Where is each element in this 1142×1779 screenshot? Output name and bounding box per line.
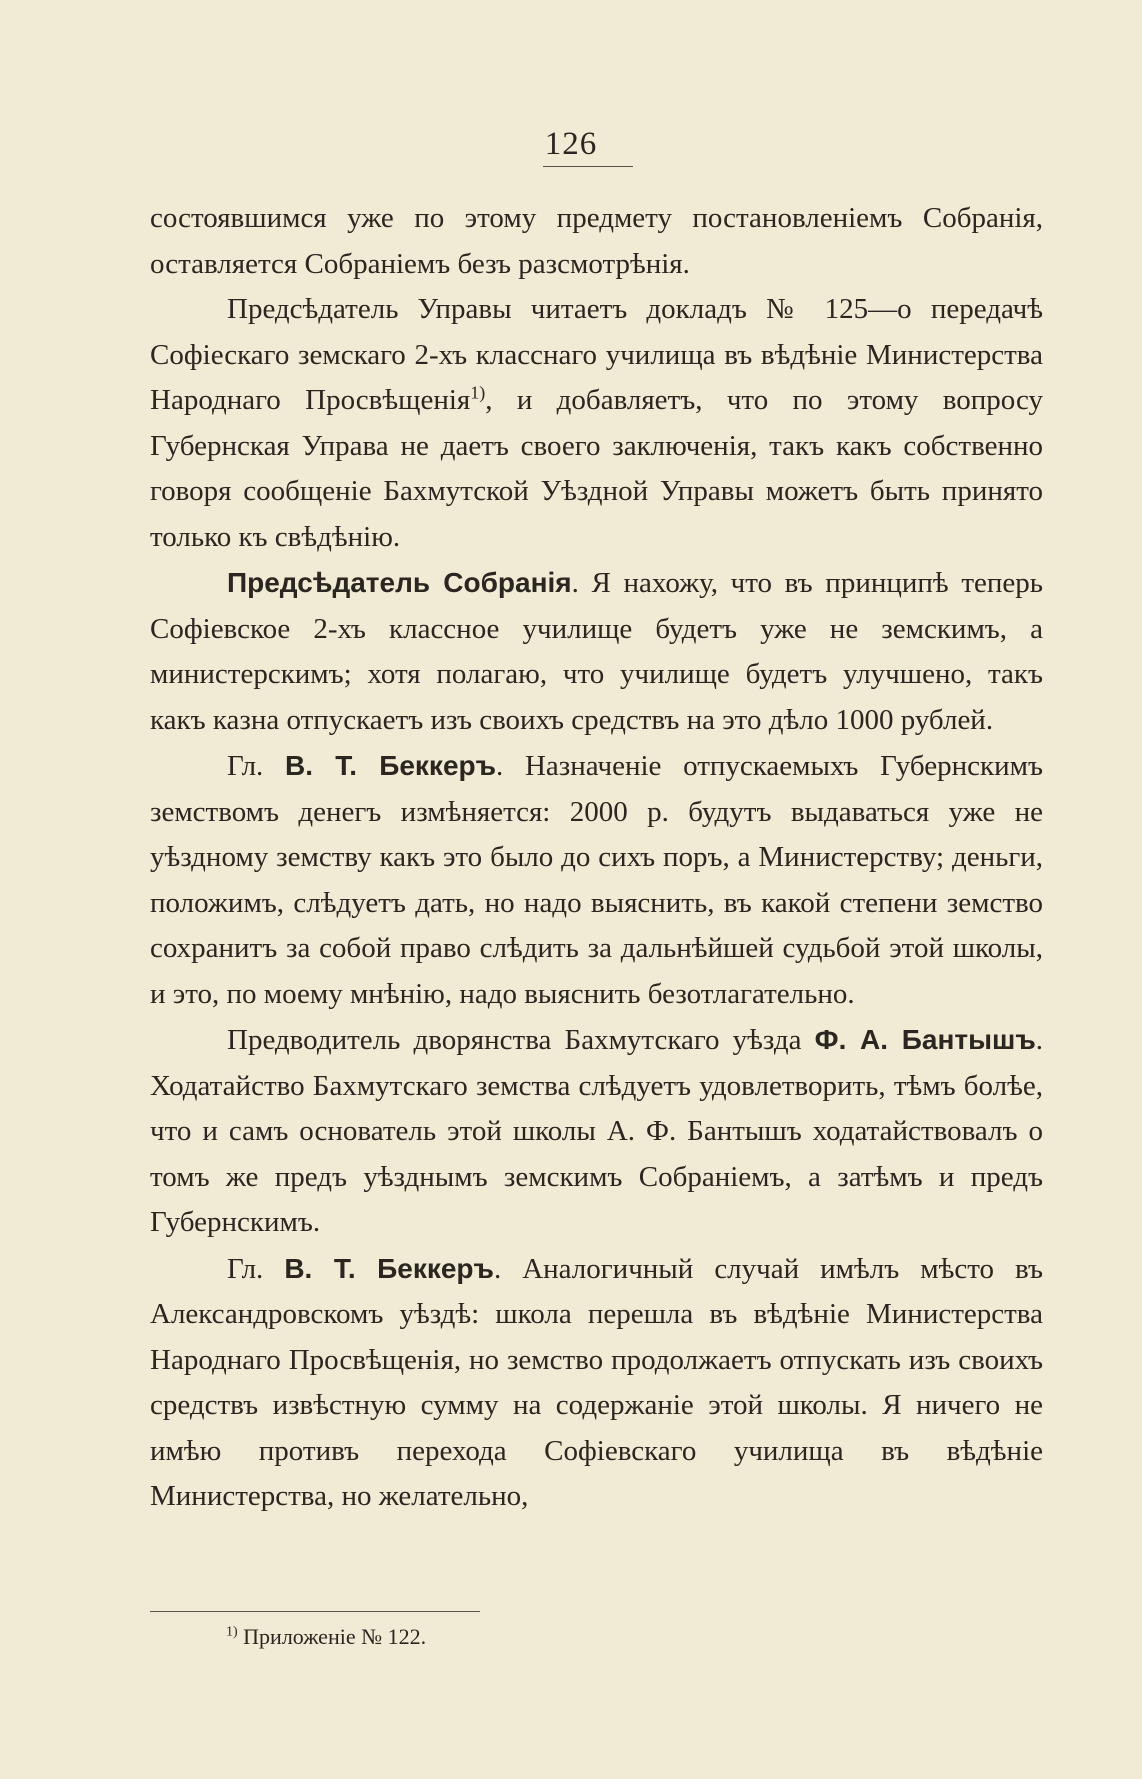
- footnote-reference: 1): [470, 382, 486, 403]
- paragraph-6-text: . Аналогичный случай имѣлъ мѣсто въ Александровскомъ уѣздѣ: школа перешла въ вѣдѣніе Министерства Народнаго Просвѣщенія, но земство продолжаетъ отпускать изъ своихъ средствъ извѣстную сумму на содержаніе этой школы. Я ничего не имѣю противъ перехода Софіевскаго училища въ вѣдѣніе Министерства, но желательно,: [150, 1252, 1043, 1512]
- paragraph-5-text: . Ходатайство Бахмутскаго земства слѣдуетъ удовлетворить, тѣмъ болѣе, что и самъ основатель этой школы А. Ф. Бантышъ ходатайствовалъ о томъ же предъ уѣзднымъ земскимъ Собраніемъ, а затѣмъ и предъ Губернскимъ.: [150, 1024, 1043, 1238]
- paragraph-2-text-a: Предсѣдатель Управы читаетъ докладъ № 125—о передачѣ Софіескаго земскаго 2-хъ класснаго училища въ вѣдѣніе Министерства Народнаго Просвѣщенія: [150, 293, 1043, 416]
- paragraph-3: [150, 560, 1043, 743]
- speaker-name: В. Т. Беккеръ: [285, 750, 497, 781]
- footnote-text: Приложеніе № 122.: [237, 1624, 427, 1649]
- speaker-prefix: Гл.: [227, 1252, 285, 1285]
- footnote-rule: [150, 1611, 480, 1612]
- paragraph-4: [150, 743, 1043, 1017]
- speaker-name: Предсѣдатель Собранія: [227, 567, 572, 598]
- paragraph-2-text-b: , и добавляетъ, что по этому вопросу Губернская Управа не даетъ своего заключенія, такъ какъ собственно говоря сообщеніе Бахмутской Уѣздной Управы можетъ быть принято только къ свѣдѣнію.: [150, 384, 1043, 553]
- paragraph-1: состоявшимся уже по этому предмету постановленіемъ Собранія, оставляется Собраніемъ безъ разсмотрѣнія.: [150, 202, 1043, 280]
- footnote: [226, 1622, 426, 1652]
- speaker-prefix: Гл.: [227, 750, 286, 782]
- main-text: [150, 196, 1043, 1520]
- speaker-name: Ф. А. Бантышъ: [814, 1024, 1036, 1055]
- paragraph-2: [150, 287, 1043, 560]
- speaker-prefix: Предводитель дворянства Бахмутскаго уѣзда: [227, 1024, 815, 1056]
- paragraph-4-text: . Назначеніе отпускаемыхъ Губернскимъ земствомъ денегъ измѣняется: 2000 р. будутъ выдаваться уже не уѣздному земству какъ это было до сихъ поръ, а Министерству; деньги, положимъ, слѣдуетъ дать, но надо выяснить, въ какой степени земство сохранитъ за собой право слѣдить за дальнѣйшей судьбой этой школы, и это, по моему мнѣнію, надо выяснить безотлагательно.: [150, 750, 1043, 1010]
- paragraph-5: [150, 1017, 1043, 1246]
- header-rule: [543, 166, 633, 167]
- paragraph-3-text: . Я нахожу, что въ принципѣ теперь Софіевское 2-хъ классное училище будетъ уже не земскимъ, а министерскимъ; хотя полагаю, что училище будетъ улучшено, такъ какъ казна отпускаетъ изъ своихъ средствъ на это дѣло 1000 рублей.: [150, 567, 1043, 736]
- speaker-name: В. Т. Беккеръ: [284, 1252, 494, 1284]
- footnote-mark: 1): [226, 1624, 238, 1640]
- paragraph-6: [150, 1246, 1043, 1520]
- page-number: 126: [544, 126, 598, 162]
